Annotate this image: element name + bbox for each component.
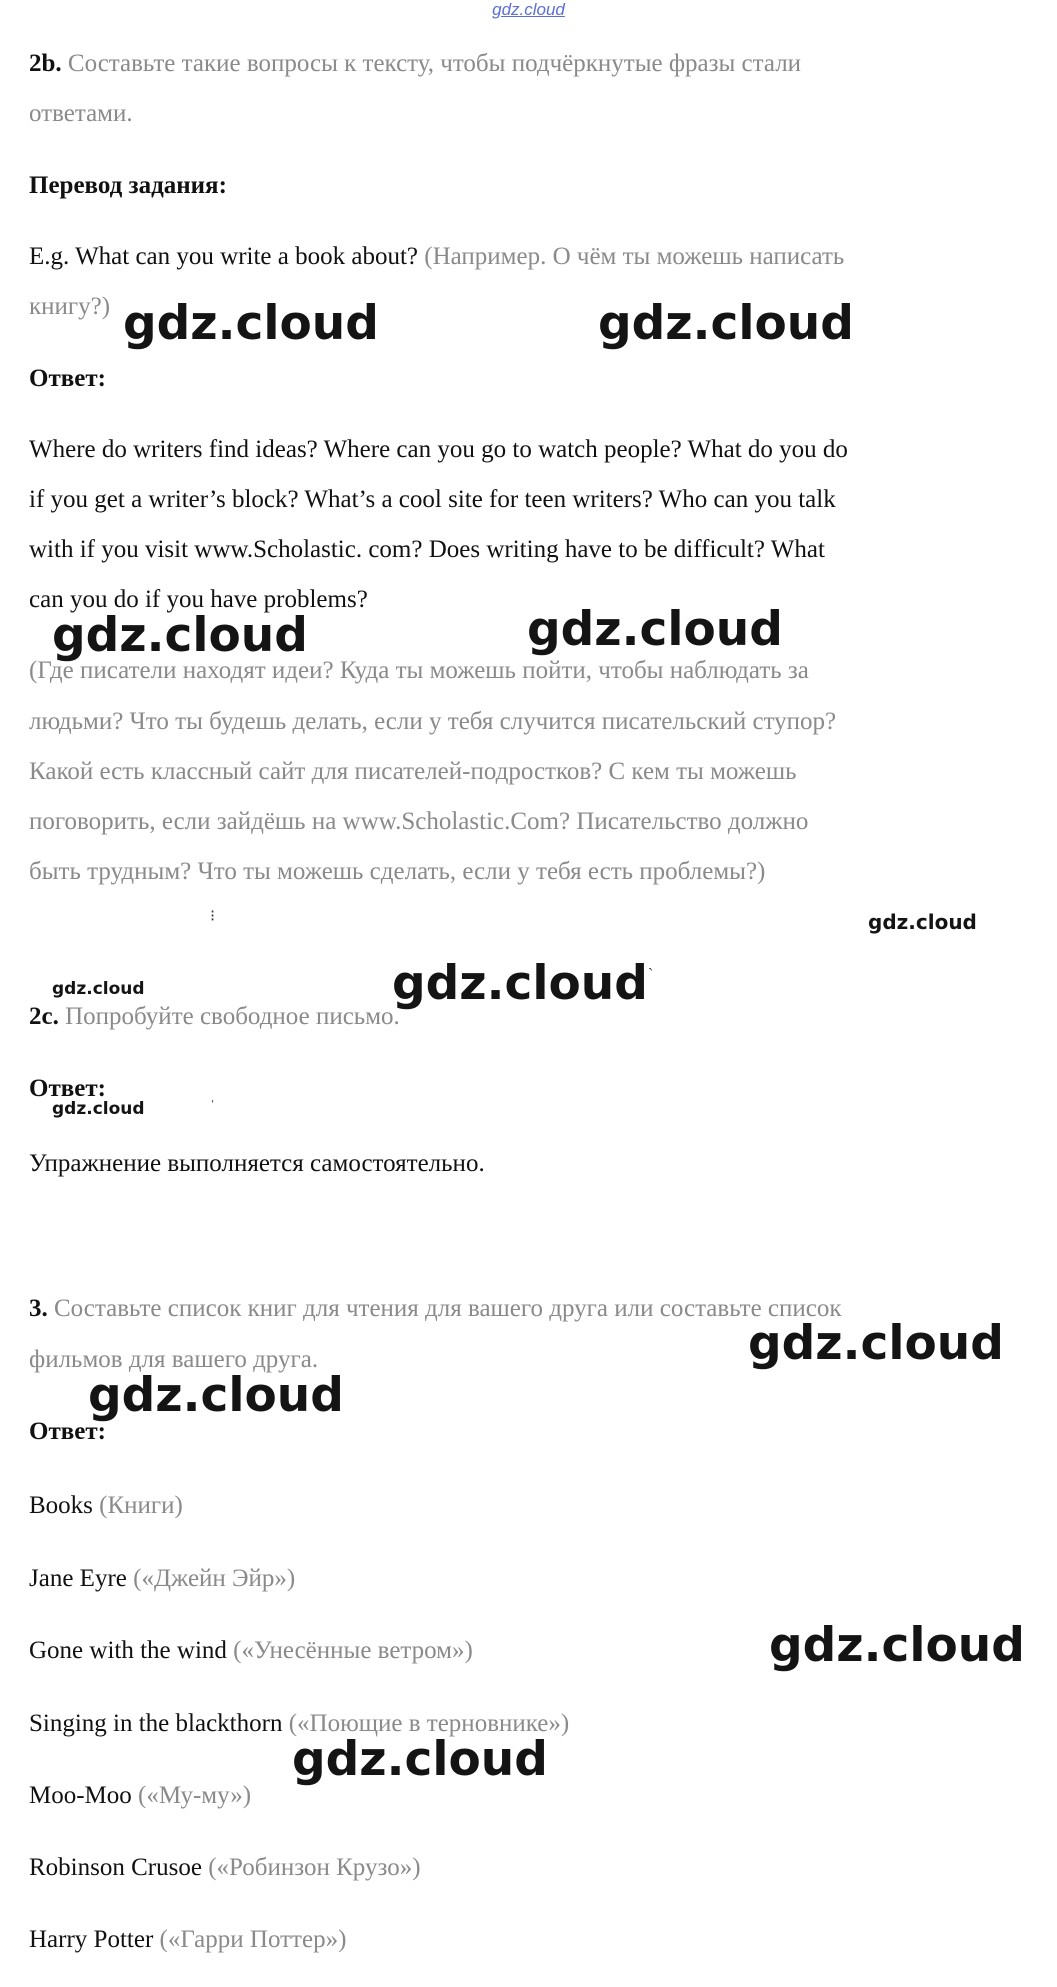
translation-2b-line-2: людьми? Что ты будешь делать, если у тебя случится писательский ступор?	[29, 708, 837, 735]
list-item-english: Robinson Crusoe	[29, 1854, 202, 1881]
translation-2b-line-3: Какой есть классный сайт для писателей-подростков? С кем ты можешь	[29, 758, 797, 785]
task-2b-number: 2b.	[29, 50, 62, 77]
translation-2b-line-1: (Где писатели находят идеи? Куда ты можешь пойти, чтобы наблюдать за	[29, 657, 809, 684]
task-2c-number: 2c.	[29, 1003, 59, 1030]
list-item-russian: («Джейн Эйр»)	[133, 1565, 296, 1592]
answer-2b-line-4: can you do if you have problems?	[29, 586, 368, 613]
watermark: gdz.cloud	[769, 1618, 1025, 1673]
task-2c-line	[29, 1000, 400, 1034]
watermark: gdz.cloud	[868, 910, 977, 934]
translation-2b-line-5: быть трудным? Что ты можешь сделать, если у тебя есть проблемы?)	[29, 858, 766, 885]
answer-2b-line-2: if you get a writer’s block? What’s a cool site for teen writers? Who can you talk	[29, 486, 836, 513]
answer-2c-text: Упражнение выполняется самостоятельно.	[29, 1150, 485, 1177]
list-item-russian: (Книги)	[99, 1492, 183, 1519]
task-3-line-1	[29, 1292, 842, 1326]
list-item-english: Books	[29, 1492, 93, 1519]
task-2b-line-2: ответами.	[29, 100, 133, 127]
watermark: gdz.cloud	[52, 608, 308, 663]
answer-label-2c: Ответ:	[29, 1075, 106, 1102]
answer-label-3: Ответ:	[29, 1418, 106, 1445]
watermark: gdz.cloud	[527, 602, 783, 657]
list-item-english: Harry Potter	[29, 1926, 154, 1953]
task-3-number: 3.	[29, 1295, 48, 1322]
example-line-2: книгу?)	[29, 293, 111, 320]
task-3-line-2: фильмов для вашего друга.	[29, 1346, 319, 1373]
scan-speck: ˋ	[648, 966, 654, 983]
list-item-english: Singing in the blackthorn	[29, 1710, 283, 1737]
list-item-russian: («Му-му»)	[138, 1782, 252, 1809]
task-3-text-1: Составьте список книг для чтения для вашего друга или составьте список	[54, 1295, 842, 1322]
list-item-english: Moo-Moo	[29, 1782, 132, 1809]
list-item-english: Jane Eyre	[29, 1565, 127, 1592]
list-item	[29, 1634, 473, 1668]
translation-2b-line-4: поговорить, если зайдёшь на www.Scholastic.Com? Писательство должно	[29, 808, 809, 835]
scan-speck: ˌ	[210, 1086, 216, 1103]
answer-2b-line-3: with if you visit www.Scholastic. com? Does writing have to be difficult? What	[29, 536, 825, 563]
task-2b-text-1: Составьте такие вопросы к тексту, чтобы подчёркнутые фразы стали	[67, 50, 802, 77]
translation-heading: Перевод задания:	[29, 172, 227, 199]
example-russian: (Например. О чём ты можешь написать	[424, 243, 845, 270]
example-english: E.g. What can you write a book about?	[29, 243, 419, 270]
watermark: gdz.cloud	[748, 1316, 1004, 1371]
watermark: gdz.cloud	[123, 296, 379, 351]
list-item	[29, 1779, 251, 1813]
list-item-russian: («Гарри Поттер»)	[159, 1926, 347, 1953]
answer-label-2b: Ответ:	[29, 365, 106, 392]
task-2b-line-1	[29, 47, 801, 81]
list-item-russian: («Поющие в терновнике»)	[288, 1710, 570, 1737]
task-2c-text: Попробуйте свободное письмо.	[65, 1003, 400, 1030]
list-item	[29, 1923, 346, 1957]
watermark: gdz.cloud	[52, 1099, 145, 1119]
list-item	[29, 1562, 295, 1596]
list-item-russian: («Робинзон Крузо»)	[208, 1854, 421, 1881]
watermark: gdz.cloud	[292, 1732, 548, 1787]
scan-speck: ⁝	[210, 908, 216, 925]
answer-2b-line-1: Where do writers find ideas? Where can you go to watch people? What do you do	[29, 436, 848, 463]
watermark: gdz.cloud	[52, 979, 145, 999]
watermark: gdz.cloud	[88, 1368, 344, 1423]
list-item-russian: («Унесённые ветром»)	[233, 1637, 473, 1664]
watermark: gdz.cloud	[598, 296, 854, 351]
example-line-1	[29, 240, 844, 274]
list-item	[29, 1851, 421, 1885]
watermark: gdz.cloud	[392, 956, 648, 1011]
site-header-link[interactable]: gdz.cloud	[492, 0, 565, 19]
list-item	[29, 1489, 183, 1523]
list-item-english: Gone with the wind	[29, 1637, 227, 1664]
